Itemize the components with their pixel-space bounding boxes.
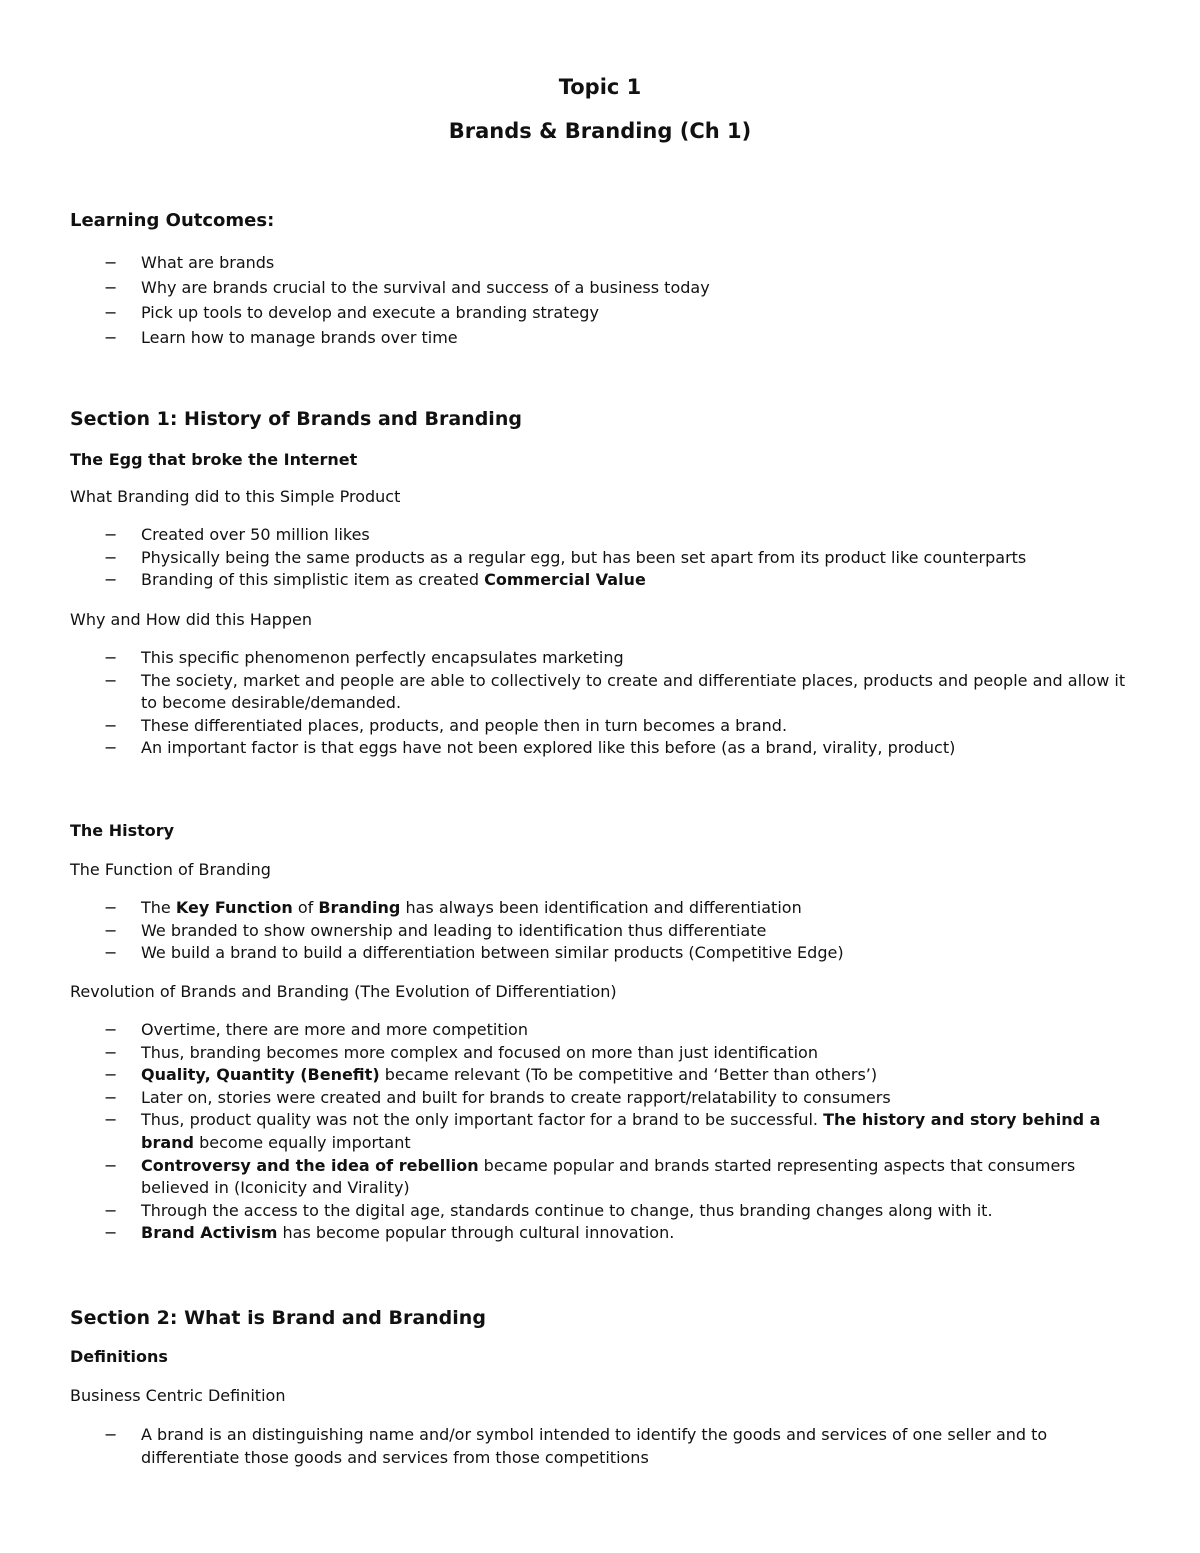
dash-bullet: − — [104, 1065, 118, 1085]
dash-bullet: − — [104, 253, 118, 272]
why-how-heading: Why and How did this Happen — [70, 610, 312, 629]
list-item: − Later on, stories were created and built for brands to create rapport/relatability to consumers — [0, 1087, 1200, 1110]
revolution-heading: Revolution of Brands and Branding (The Evolution of Differentiation) — [70, 982, 617, 1001]
list-item: − What are brands — [0, 252, 1200, 275]
dash-bullet: − — [104, 1200, 118, 1220]
dash-bullet: − — [104, 920, 118, 940]
page-subtitle: Brands & Branding (Ch 1) — [448, 119, 752, 143]
dash-bullet: − — [104, 1155, 118, 1175]
section1-heading: Section 1: History of Brands and Branding — [70, 408, 522, 430]
dash-bullet: − — [104, 670, 118, 690]
history-heading: The History — [70, 821, 175, 840]
list-item: − Why are brands crucial to the survival and success of a business today — [0, 277, 1200, 300]
dash-bullet: − — [104, 570, 118, 590]
list-item: − Controversy and the idea of rebellion became popular and brands started representing aspects that consumers believed in (Iconicity and Virality) — [104, 1155, 1076, 1198]
dash-bullet: − — [104, 278, 118, 298]
list-item: − Physically being the same products as a regular egg, but has been set apart from its product like counterparts — [0, 547, 1200, 570]
dash-bullet: − — [104, 648, 118, 667]
definitions-heading: Definitions — [70, 1347, 168, 1366]
learning-outcomes-list — [0, 252, 1200, 350]
dash-bullet: − — [104, 738, 118, 758]
list-item: − Through the access to the digital age, standards continue to change, thus branding changes along with it. — [0, 1200, 1200, 1223]
what-branding-heading: What Branding did to this Simple Product — [70, 487, 401, 506]
business-definition-heading: Business Centric Definition — [70, 1386, 286, 1405]
list-item: − Overtime, there are more and more competition — [0, 1019, 1200, 1042]
dash-bullet: − — [104, 1110, 118, 1130]
list-item: − The Key Function of Branding has always been identification and differentiation — [0, 897, 1200, 920]
list-item: − Quality, Quantity (Benefit) became relevant (To be competitive and ‘Better than others’) — [0, 1064, 1200, 1087]
dash-bullet: − — [104, 1020, 118, 1039]
function-list — [0, 897, 1200, 965]
dash-bullet: − — [104, 715, 118, 735]
dash-bullet: − — [104, 525, 118, 544]
section2-heading: Section 2: What is Brand and Branding — [70, 1307, 486, 1329]
function-heading: The Function of Branding — [70, 860, 271, 879]
dash-bullet: − — [104, 1425, 118, 1444]
list-item: − We build a brand to build a differentiation between similar products (Competitive Edge) — [0, 942, 1200, 965]
list-item: − Pick up tools to develop and execute a branding strategy — [0, 302, 1200, 325]
egg-heading: The Egg that broke the Internet — [70, 450, 358, 469]
business-definition-list — [0, 1424, 1200, 1469]
list-item: − Created over 50 million likes — [0, 524, 1200, 547]
list-item: − Thus, product quality was not the only important factor for a brand to be successful. The history and story behind a brand become equally important — [104, 1110, 1101, 1152]
dash-bullet: − — [104, 1223, 118, 1243]
page-title: Topic 1 — [558, 75, 642, 99]
dash-bullet: − — [104, 1087, 118, 1107]
learning-outcomes-heading: Learning Outcomes: — [70, 210, 275, 231]
dash-bullet: − — [104, 547, 118, 567]
dash-bullet: − — [104, 328, 118, 348]
list-item: − Thus, branding becomes more complex and focused on more than just identification — [0, 1042, 1200, 1065]
list-item: − A brand is an distinguishing name and/or symbol intended to identify the goods and services of one seller and to differentiate those goods and services from those competitions — [104, 1425, 1048, 1467]
list-item: − The society, market and people are able to collectively to create and differentiate places, products and people and allow it to become desirable/demanded. — [104, 670, 1126, 713]
dash-bullet: − — [104, 303, 118, 323]
list-item: − Brand Activism has become popular through cultural innovation. — [0, 1222, 1200, 1245]
list-item: − An important factor is that eggs have not been explored like this before (as a brand, virality, product) — [0, 737, 1200, 760]
why-how-list — [0, 647, 1200, 760]
dash-bullet: − — [104, 1042, 118, 1062]
dash-bullet: − — [104, 943, 118, 963]
dash-bullet: − — [104, 898, 118, 917]
list-item: − Learn how to manage brands over time — [0, 327, 1200, 350]
revolution-list — [0, 1019, 1200, 1245]
list-item: − We branded to show ownership and leading to identification thus differentiate — [0, 920, 1200, 943]
what-branding-list — [0, 524, 1200, 592]
list-item: − This specific phenomenon perfectly encapsulates marketing — [0, 647, 1200, 670]
list-item: − Branding of this simplistic item as created Commercial Value — [0, 569, 1200, 592]
list-item: − These differentiated places, products, and people then in turn becomes a brand. — [0, 715, 1200, 738]
